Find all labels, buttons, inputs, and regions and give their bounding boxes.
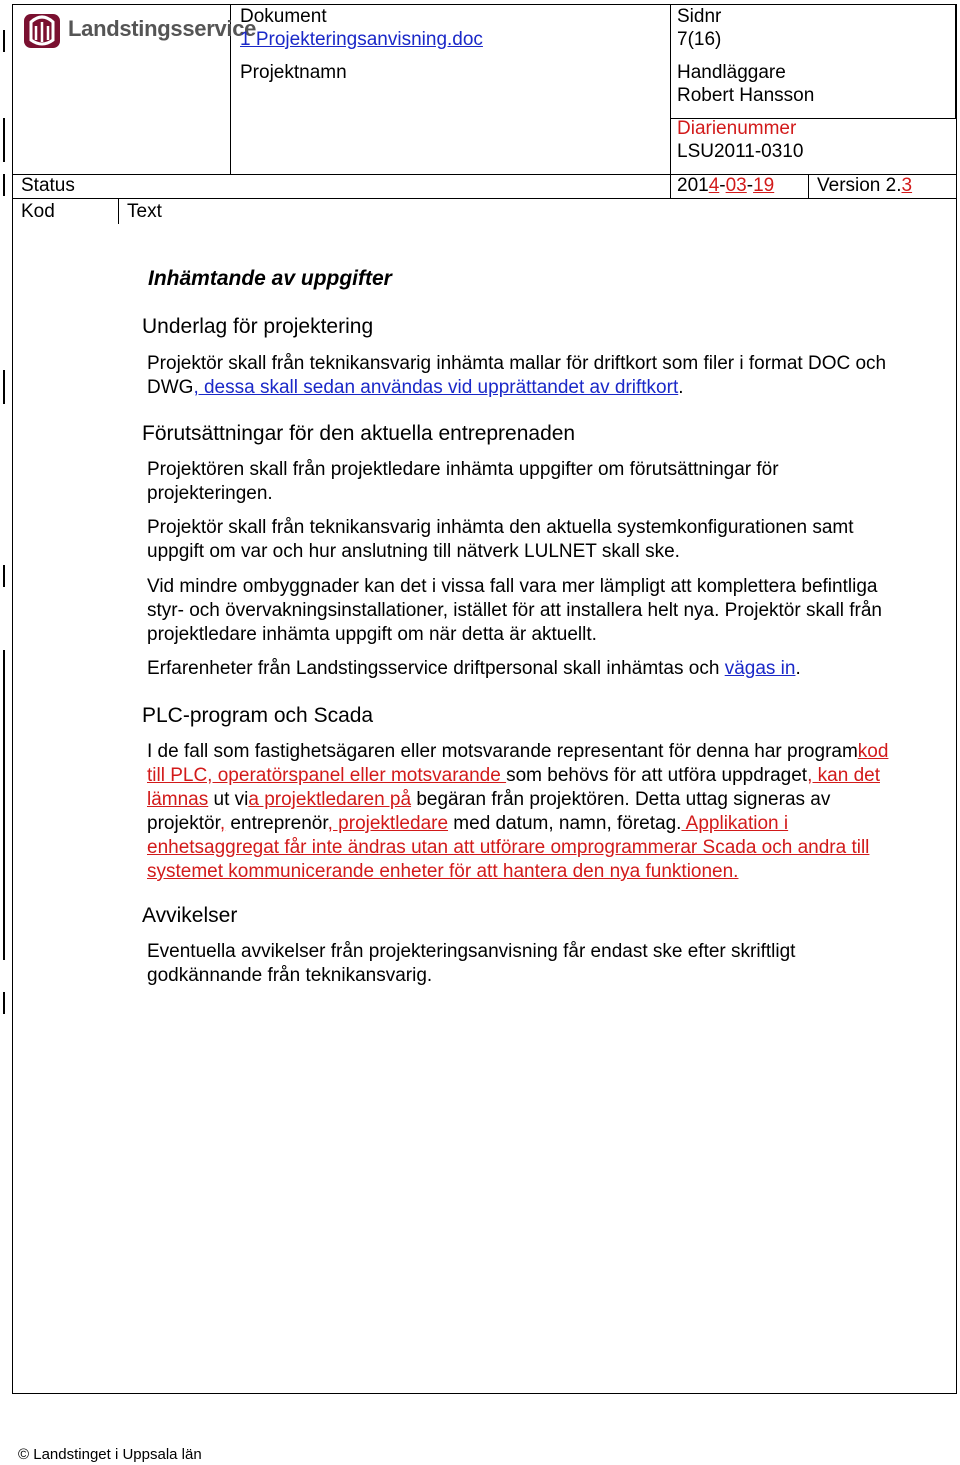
copyright-icon: © bbox=[18, 1446, 30, 1463]
section-heading: Avvikelser bbox=[142, 904, 238, 927]
paragraph: Projektör skall från teknikansvarig inhämta den aktuella systemkonfigurationen samt uppgift om var och hur anslutning till nätverk LULNET skall ske. bbox=[147, 517, 854, 562]
change-bar bbox=[3, 30, 5, 52]
change-bar bbox=[3, 370, 5, 404]
page-title: Inhämtande av uppgifter bbox=[148, 267, 392, 290]
diarienummer-label: Diarienummer bbox=[677, 118, 797, 139]
sidnr-label: Sidnr bbox=[677, 6, 722, 27]
paragraph: Projektören skall från projektledare inhämta uppgifter om förutsättningar för projekteringen. bbox=[147, 459, 779, 504]
change-bar bbox=[3, 118, 5, 162]
dokument-label: Dokument bbox=[240, 6, 327, 27]
paragraph: Projektör skall från teknikansvarig inhämta mallar för driftkort som filer i format DOC och DWG, dessa skall sedan användas vid upprättandet av driftkort. bbox=[147, 353, 887, 398]
diarienummer-value: LSU2011-0310 bbox=[677, 141, 804, 162]
date-value: 2014-03-19 bbox=[677, 175, 775, 196]
status-label: Status bbox=[21, 175, 75, 196]
logo-text: Landstingsservice bbox=[68, 16, 257, 41]
change-bar bbox=[3, 650, 5, 960]
section-heading: Underlag för projektering bbox=[142, 315, 374, 338]
change-bar bbox=[3, 174, 5, 196]
logo-icon bbox=[22, 10, 62, 50]
sidnr-value: 7(16) bbox=[677, 29, 722, 50]
dokument-link[interactable]: 1 Projekteringsanvisning.doc bbox=[240, 29, 483, 50]
change-bar bbox=[3, 565, 5, 587]
footer: © Landstinget i Uppsala län bbox=[18, 1446, 202, 1463]
text-label: Text bbox=[127, 201, 162, 222]
kod-label: Kod bbox=[21, 201, 55, 222]
section-heading: PLC-program och Scada bbox=[142, 704, 374, 727]
change-bar bbox=[3, 992, 5, 1014]
handlaggare-label: Handläggare bbox=[677, 62, 786, 83]
paragraph: I de fall som fastighetsägaren eller motsvarande representant för denna har programkod till PLC, operatörspanel eller motsvarande som behövs för att utföra uppdraget, kan det lämnas ut via projektledaren på begäran från projektören. Detta uttag signeras av projektör, entreprenör, projektledare med datum, namn, företag. Applikation i enhetsaggregat får inte ändras utan att utförare omprogrammerar Scada och andra till systemet kommunicerande enheter för att hantera den nya funktionen. bbox=[147, 741, 889, 882]
section-heading: Förutsättningar för den aktuella entreprenaden bbox=[142, 422, 576, 445]
projektnamn-label: Projektnamn bbox=[240, 62, 347, 83]
paragraph: Vid mindre ombyggnader kan det i vissa fall vara mer lämpligt att komplettera befintliga styr- och övervakningsinstallationer, istället för att installera helt nya. Projektör skall från projektledare inhämta uppgift om när detta är aktuellt. bbox=[147, 576, 882, 645]
paragraph: Erfarenheter från Landstingsservice driftpersonal skall inhämtas och vägas in. bbox=[147, 658, 801, 679]
paragraph: Eventuella avvikelser från projekteringsanvisning får endast ske efter skriftligt godkännande från teknikansvarig. bbox=[147, 941, 796, 986]
version-value: Version 2.3 bbox=[817, 175, 913, 196]
handlaggare-value: Robert Hansson bbox=[677, 85, 815, 106]
